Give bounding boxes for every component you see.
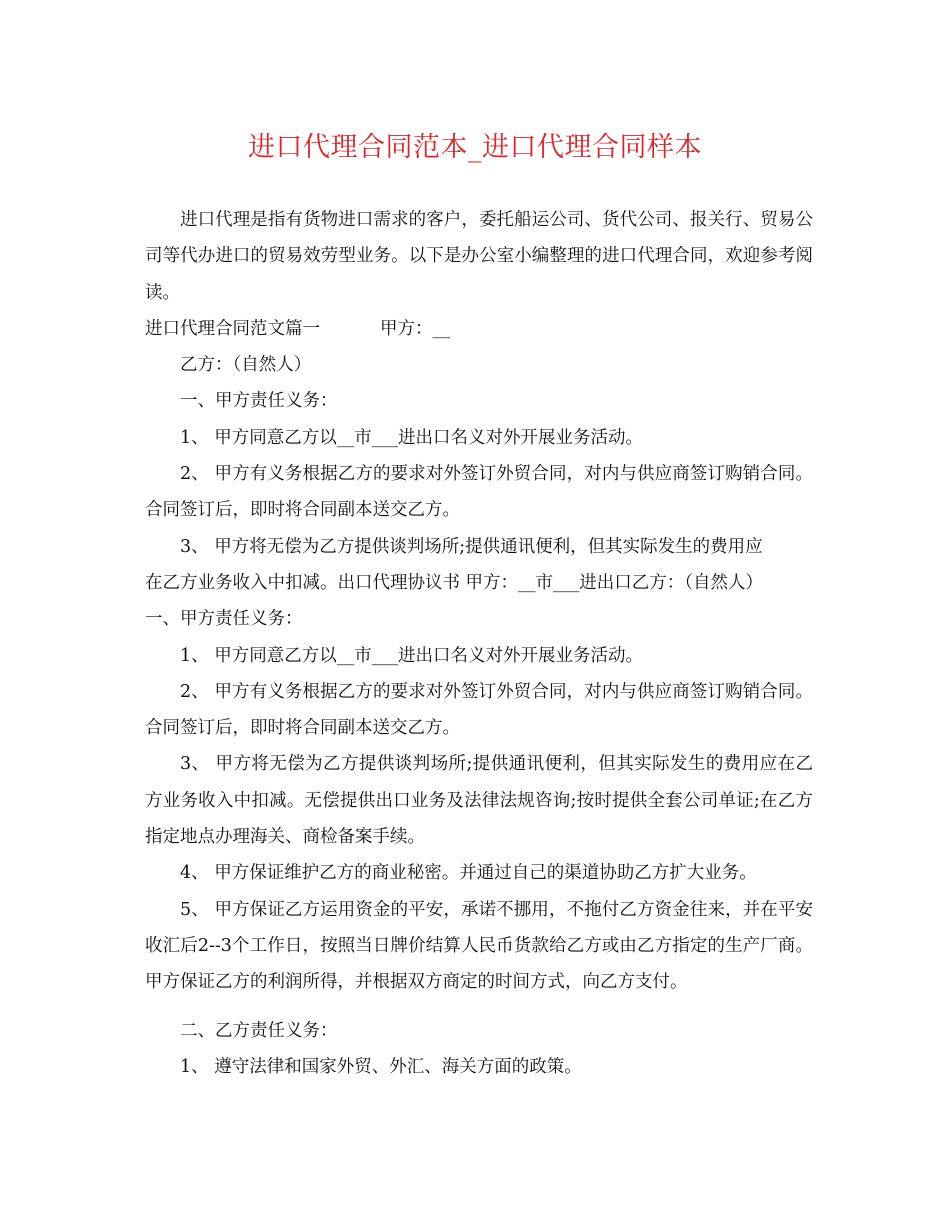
clause-a3-line2: 在乙方业务收入中扣减。出口代理协议书 甲方：__市___进出口乙方：（自然人） bbox=[145, 572, 764, 593]
clause-a1: 1、 甲方同意乙方以__市___进出口名义对外开展业务活动。 bbox=[180, 427, 643, 448]
document-body bbox=[145, 202, 813, 1085]
contract-heading bbox=[145, 311, 813, 347]
clause-b3: 3、 甲方将无偿为乙方提供谈判场所;提供通讯便利，但其实际发生的费用应在乙方业务收入中扣减。无偿提供出口业务及法律法规咨询;按时提供全套公司单证;在乙方指定地点办理海关、商检备案手续。 bbox=[145, 754, 813, 848]
section-title-party-b-duties: 二、乙方责任义务： bbox=[180, 1020, 338, 1041]
contract-heading-title: 进口代理合同范文篇一 bbox=[145, 318, 320, 339]
intro-paragraph: 进口代理是指有货物进口需求的客户，委托船运公司、货代公司、报关行、贸易公司等代办进口的贸易效劳型业务。以下是办公室小编整理的进口代理合同，欢迎参考阅读。 bbox=[145, 210, 813, 303]
clause-b2: 2、 甲方有义务根据乙方的要求对外签订外贸合同，对内与供应商签订购销合同。合同签订后，即时将合同副本送交乙方。 bbox=[145, 681, 813, 739]
clause-b5: 5、 甲方保证乙方运用资金的平安，承诺不挪用，不拖付乙方资金往来，并在平安收汇后2--3个工作日，按照当日牌价结算人民币货款给乙方或由乙方指定的生产厂商。甲方保证乙方的利润所得，并根据双方商定的时间方式，向乙方支付。 bbox=[145, 899, 813, 993]
clause-c1: 1、 遵守法律和国家外贸、外汇、海关方面的政策。 bbox=[180, 1056, 582, 1077]
clause-a3-line1: 3、 甲方将无偿为乙方提供谈判场所;提供通讯便利，但其实际发生的费用应 bbox=[180, 536, 763, 557]
clause-b1: 1、 甲方同意乙方以__市___进出口名义对外开展业务活动。 bbox=[180, 645, 643, 666]
section-title-party-a-duties: 一、甲方责任义务： bbox=[180, 391, 338, 412]
clause-a3 bbox=[145, 529, 813, 638]
clause-a3-line3: 一、甲方责任义务： bbox=[145, 609, 303, 630]
clause-b4: 4、 甲方保证维护乙方的商业秘密。并通过自己的渠道协助乙方扩大业务。 bbox=[180, 863, 757, 884]
party-b-label: 乙方：（自然人） bbox=[180, 355, 312, 376]
document-title: 进口代理合同范本_进口代理合同样本 bbox=[248, 132, 702, 163]
party-a-label: 甲方：__ bbox=[380, 318, 450, 339]
clause-a2: 2、 甲方有义务根据乙方的要求对外签订外贸合同，对内与供应商签订购销合同。合同签订后，即时将合同副本送交乙方。 bbox=[145, 464, 813, 521]
